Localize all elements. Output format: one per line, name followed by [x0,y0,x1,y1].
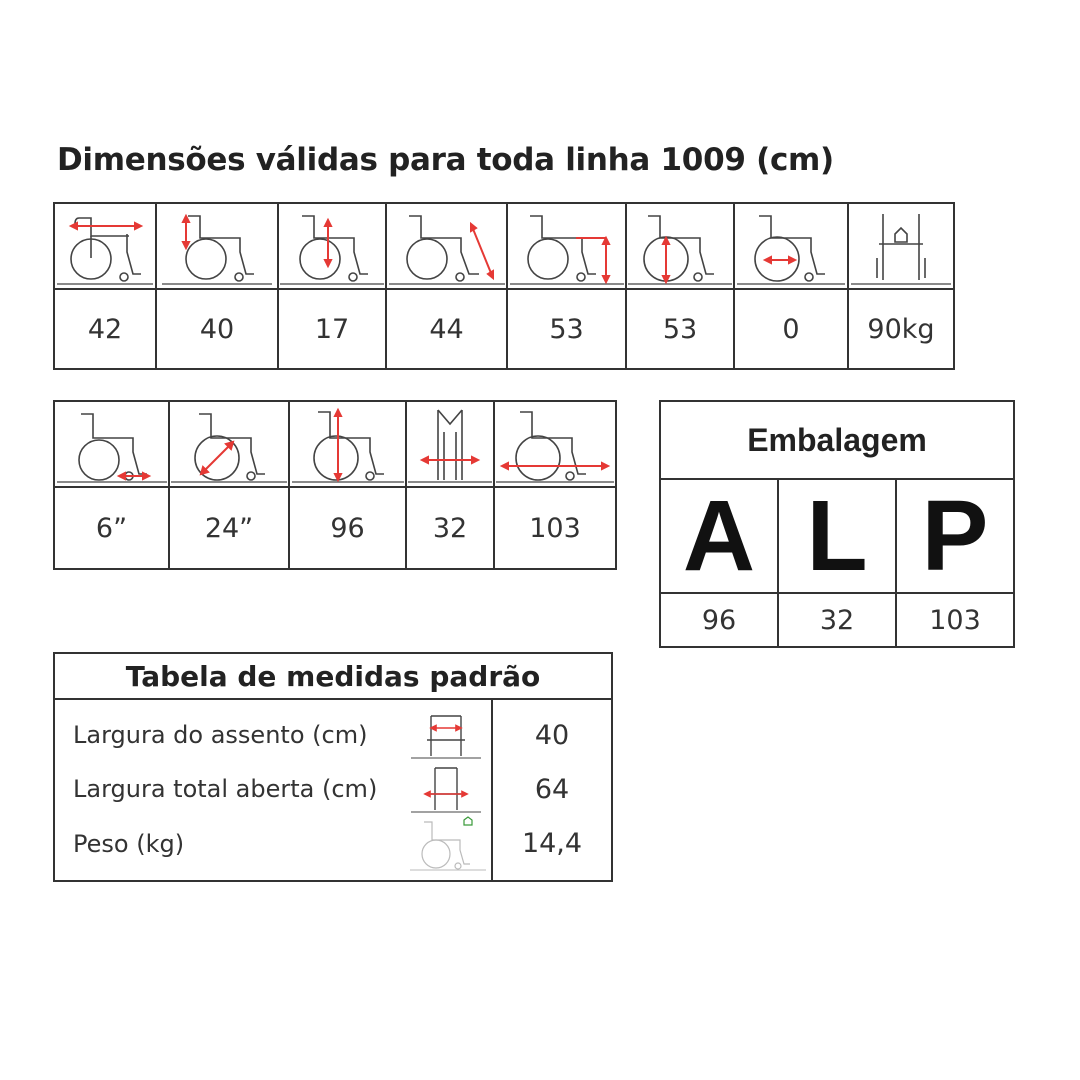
dimensions-table-mid [53,400,617,570]
standard-measures-title: Tabela de medidas padrão [54,653,612,699]
standard-values-cell [492,699,612,881]
seat-height-icon [510,204,624,288]
cell-seat-to-footrest [386,203,507,289]
value-armrest-height: 17 [278,289,386,369]
value-weight-std: 14,4 [521,828,583,859]
backrest-height-icon [162,204,272,288]
letter-depth: P [896,479,1014,593]
folded-width-icon [408,402,492,486]
packaging-depth-value: 103 [896,593,1014,647]
wheel-axle-icon [737,204,845,288]
cell-armrest-floor-height [626,203,734,289]
dimensions-table-top [53,202,955,370]
value-front-wheel-size: 6” [54,487,169,569]
seat-to-footrest-icon [389,204,505,288]
cell-folded-width [406,401,494,487]
cell-seat-width [54,203,156,289]
value-wheel-axle: 0 [734,289,848,369]
packaging-height-value: 96 [660,593,778,647]
packaging-title: Embalagem [660,401,1014,479]
cell-front-wheel-size [54,401,169,487]
armrest-height-icon [280,204,384,288]
packaging-width-value: 32 [778,593,896,647]
value-seat-to-footrest: 44 [386,289,507,369]
value-seat-width-std: 40 [534,720,570,751]
value-total-height: 96 [289,487,406,569]
page-title: Dimensões válidas para toda linha 1009 (cm) [57,142,834,178]
max-load-icon [851,204,951,288]
armrest-floor-height-icon [628,204,732,288]
cell-max-load [848,203,954,289]
label-seat-width: Largura do assento (cm) [73,721,368,749]
value-total-length: 103 [494,487,616,569]
cell-total-length [494,401,616,487]
cell-rear-wheel-size [169,401,289,487]
value-seat-width: 42 [54,289,156,369]
letter-width: L [778,479,896,593]
total-height-icon [292,402,404,486]
value-armrest-floor-height: 53 [626,289,734,369]
front-wheel-size-icon [57,402,167,486]
letter-height: A [660,479,778,593]
seat-width-icon [57,204,153,288]
weight-icon [406,816,486,872]
value-folded-width: 32 [406,487,494,569]
total-length-icon [496,402,614,486]
cell-total-height [289,401,406,487]
rear-wheel-size-icon [171,402,287,486]
value-seat-height: 53 [507,289,626,369]
cell-armrest-height [278,203,386,289]
value-backrest-height: 40 [156,289,278,369]
cell-backrest-height [156,203,278,289]
packaging-table [659,400,1015,648]
standard-labels-cell [54,699,492,881]
value-rear-wheel-size: 24” [169,487,289,569]
cell-wheel-axle [734,203,848,289]
value-max-load: 90kg [848,289,954,369]
open-width-front-icon [411,764,481,814]
value-open-width-std: 64 [534,774,570,805]
label-open-width: Largura total aberta (cm) [73,775,378,803]
cell-seat-height [507,203,626,289]
standard-measures-table [53,652,613,882]
label-weight: Peso (kg) [73,830,185,858]
seat-width-front-icon [411,710,481,760]
